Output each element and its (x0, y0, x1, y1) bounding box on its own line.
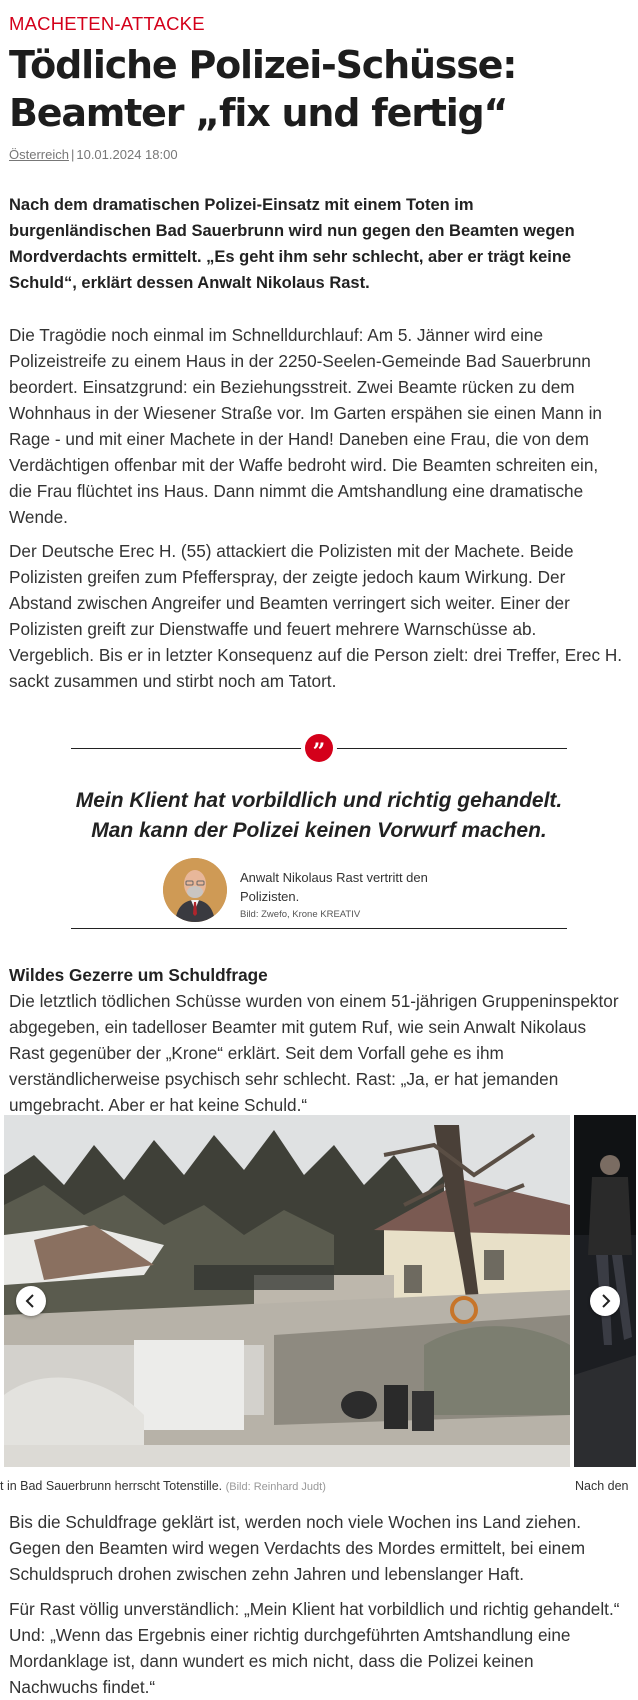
quote-line: Man kann der Polizei keinen Vorwurf machen. (91, 819, 547, 842)
gallery-prev-button[interactable] (16, 1286, 46, 1316)
quote-line: Mein Klient hat vorbildlich und richtig gehandelt. (75, 789, 563, 812)
chevron-left-icon (16, 1286, 46, 1316)
article-title: Tödliche Polizei-Schüsse: Beamter „fix und fertig“ (9, 43, 517, 135)
paragraph: Die letztlich tödlichen Schüsse wurden von einem 51-jährigen Gruppeninspektor abgegeben, ein tadelloser Beamter mit gutem Ruf, wie sein Anwalt Nikolaus Rast gegenüber der „Krone“ erklärt. Seit dem Vorfall gehe es ihm verständlicherweise psychisch sehr schlecht. Rast: „Ja, er hat jemanden umgebracht. Aber er hat keine Schuld.“ (9, 991, 619, 1115)
gallery-caption (0, 1479, 570, 1493)
quote-author: Anwalt Nikolaus Rast vertritt den Polizisten. (240, 870, 428, 904)
paragraph: Die Tragödie noch einmal im Schnelldurchlauf: Am 5. Jänner wird eine Polizeistreife zu einem Haus in der 2250-Seelen-Gemeinde Bad Sauerbrunn beordert. Einsatzgrund: ein Beziehungsstreit. Zwei Beamte rücken zu dem Wohnhaus in der Wiesener Straße vor. Im Garten erspähen sie einen Mann in Rage - und mit einer Machete in der Hand! Daneben eine Frau, die von dem Verdächtigen offenbar mit der Waffe bedroht wird. Die Beamten schreiten ein, die Frau flüchtet ins Haus. Dann nimmt die Amtshandlung eine dramatische Wende. (9, 325, 602, 527)
subheading: Wildes Gezerre um Schuldfrage (9, 965, 268, 985)
caption-text: t in Bad Sauerbrunn herrscht Totenstille. (0, 1479, 223, 1493)
paragraph: Der Deutsche Erec H. (55) attackiert die Polizisten mit der Machete. Beide Polizisten greifen zum Pfefferspray, der zeigte jedoch kaum Wirkung. Der Abstand zwischen Angreifer und Beamten verringert sich weiter. Einer der Polizisten greift zur Dienstwaffe und feuert mehrere Warnschüsse ab. Vergeblich. Bis er in letzter Konsequenz auf die Person zielt: drei Treffer, Erec H. sackt zusammen und stirbt noch am Tatort. (9, 541, 623, 691)
article-meta (9, 147, 638, 162)
divider (71, 928, 567, 929)
pull-quote (9, 724, 638, 932)
gallery-caption-next: Nach den (575, 1479, 629, 1493)
article-kicker: MACHETEN-ATTACKE (9, 13, 205, 34)
chevron-right-icon (590, 1286, 620, 1316)
quote-text (59, 786, 579, 846)
paragraph: Für Rast völlig unverständlich: „Mein Klient hat vorbildlich und richtig gehandelt.“ Und: „Wenn das Ergebnis einer richtig durchgeführten Amtshandlung eine Mordanklage ist, dann wundert es mich nicht, dass die Polizei keinen Nachwuchs findet.“ (9, 1599, 620, 1697)
category-link[interactable]: Österreich (9, 147, 69, 162)
publish-date: 10.01.2024 18:00 (76, 147, 178, 162)
article-continuation (9, 1509, 624, 1700)
author-avatar (163, 858, 227, 922)
gallery-next-button[interactable] (590, 1286, 620, 1316)
caption-credit: (Bild: Reinhard Judt) (225, 1481, 326, 1493)
image-credit: Bild: Zwefo, Krone KREATIV (240, 909, 361, 920)
gallery-image (4, 1115, 570, 1467)
quote-icon: ” (305, 734, 333, 762)
meta-separator: | (70, 147, 75, 162)
paragraph: Bis die Schuldfrage geklärt ist, werden noch viele Wochen ins Land ziehen. Gegen den Beamten wird wegen Verdachts des Mordes ermittelt, bei einem Schuldspruch drohen zwischen zehn Jahren und lebenslanger Haft. (9, 1512, 586, 1584)
article-lead: Nach dem dramatischen Polizei-Einsatz mit einem Toten im burgenländischen Bad Sauerbrunn wird nun gegen den Beamten wegen Mordverdachts ermittelt. „Es geht ihm sehr schlecht, aber er trägt keine Schuld“, erklärt dessen Anwalt Nikolaus Rast. (9, 196, 575, 292)
article (9, 0, 638, 1118)
image-gallery[interactable] (4, 1115, 636, 1485)
